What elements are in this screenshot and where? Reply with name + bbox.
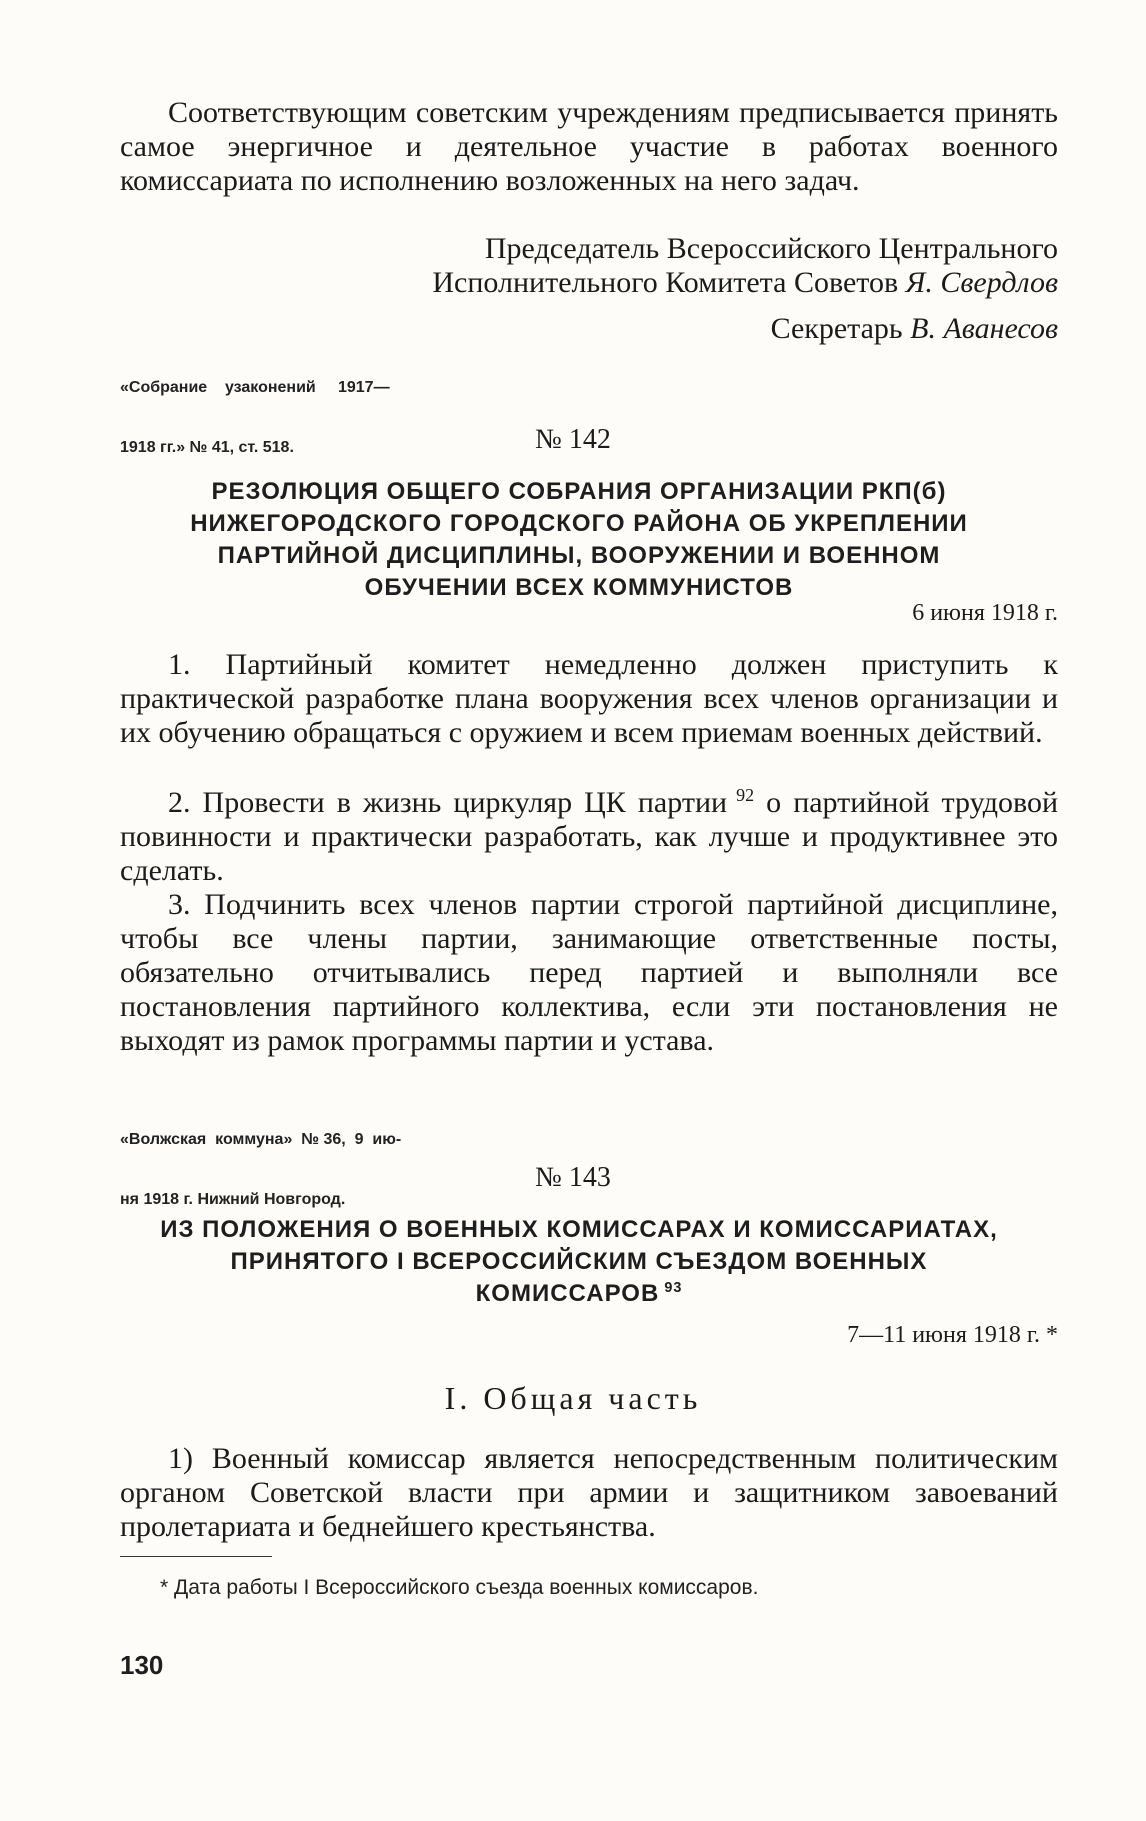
doc142-paragraph-2-end: о партийной трудовой повинности и практически разработать, как лучше и продуктивнее это сделать. xyxy=(120,786,1059,887)
doc143-title-line: ПРИНЯТОГО I ВСЕРОССИЙСКИМ СЪЕЗДОМ ВОЕННЫХ xyxy=(230,1248,928,1275)
doc142-title xyxy=(100,476,1058,604)
doc143-title-line: КОМИССАРОВ $^{93}$ xyxy=(475,1280,683,1307)
doc142-source-line1: «Волжская коммуна» № 36, 9 ию- xyxy=(120,1131,402,1148)
doc142-date: 6 июня 1918 г. xyxy=(912,600,1058,626)
page-number: 130 xyxy=(120,1650,164,1680)
intro-paragraph: Соответствующим советским учреждениям предписывается принять самое энергичное и деятельное участие в работах военного комиссариата по исполнению возложенных на него задач. xyxy=(120,96,1058,197)
signature-chairman-org: Исполнительного Комитета Советов xyxy=(432,266,906,299)
doc143-title xyxy=(90,1214,1068,1310)
intro-source-line2: 1918 гг.» № 41, ст. 518. xyxy=(120,439,294,456)
doc142-title-line: НИЖЕГОРОДСКОГО ГОРОДСКОГО РАЙОНА ОБ УКРЕПЛЕНИИ xyxy=(190,510,968,537)
signature-chairman-name: Я. Свердлов xyxy=(905,266,1058,299)
signature-secretary xyxy=(500,312,1058,346)
doc142-paragraph-2 xyxy=(120,786,1058,888)
doc143-date: 7—11 июня 1918 г. * xyxy=(847,1322,1058,1348)
doc142-paragraph-2-start: 2. Провести в жизнь циркуляр ЦК партии xyxy=(168,786,728,819)
doc143-section-heading: I. Общая часть xyxy=(444,1380,702,1416)
note-ref-93: 93 xyxy=(664,1280,683,1296)
footnote: * Дата работы I Всероссийского съезда военных комиссаров. xyxy=(160,1576,759,1599)
doc143-number: № 143 xyxy=(535,1162,611,1193)
note-ref-92: 92 xyxy=(736,785,755,805)
doc143-paragraph-1: 1) Военный комиссар является непосредственным политическим органом Советской власти при армии и защитником завоеваний пролетариата и беднейшего крестьянства. xyxy=(120,1442,1058,1543)
doc142-paragraph-3: 3. Подчинить всех членов партии строгой партийной дисциплине, чтобы все члены партии, занимающие ответственные посты, обязательно отчитывались перед партией и выполняли все постановления партийного коллектива, если эти постановления не выходят из рамок программы партии и устава. xyxy=(120,888,1058,1057)
footnote-divider xyxy=(120,1556,272,1557)
signature-chairman xyxy=(200,266,1058,300)
doc142-title-line: ОБУЧЕНИИ ВСЕХ КОММУНИСТОВ xyxy=(364,574,794,601)
doc142-title-line: ПАРТИЙНОЙ ДИСЦИПЛИНЫ, ВООРУЖЕНИИ И ВОЕННОМ xyxy=(217,542,941,569)
doc143-title-line: ИЗ ПОЛОЖЕНИЯ О ВОЕННЫХ КОМИССАРАХ И КОМИССАРИАТАХ, xyxy=(160,1216,998,1243)
signature-secretary-name: В. Аванесов xyxy=(910,312,1058,345)
doc142-source-line2: ня 1918 г. Нижний Новгород. xyxy=(120,1191,346,1208)
signature-secretary-title: Секретарь xyxy=(770,312,911,345)
doc142-title-line: РЕЗОЛЮЦИЯ ОБЩЕГО СОБРАНИЯ ОРГАНИЗАЦИИ РКП(б) xyxy=(211,478,947,505)
doc142-number: № 142 xyxy=(535,424,611,455)
intro-source xyxy=(120,338,520,498)
signature-chairman-title: Председатель Всероссийского Центрального xyxy=(484,232,1058,265)
doc142-paragraph-1: 1. Партийный комитет немедленно должен приступить к практической разработке плана вооружения всех членов организации и их обучению обращаться с оружием и всем приемам военных действий. xyxy=(120,648,1058,749)
intro-source-line1: «Собрание узаконений 1917— xyxy=(120,379,390,396)
